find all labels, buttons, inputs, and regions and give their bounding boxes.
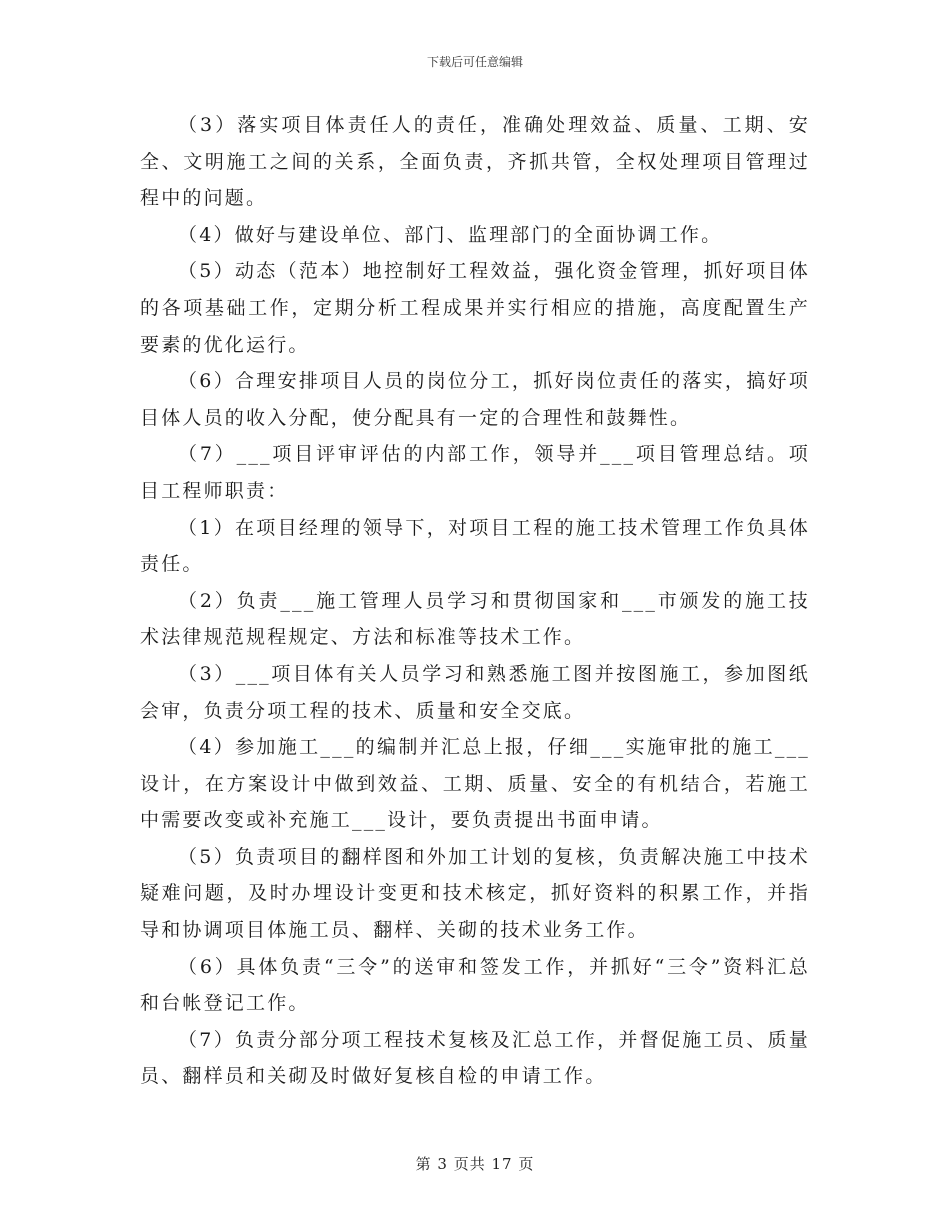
paragraph-6: （1）在项目经理的领导下，对项目工程的施工技术管理工作负具体责任。 bbox=[140, 516, 810, 576]
paragraph-1: （3）落实项目体责任人的责任，准确处理效益、质量、工期、安全、文明施工之间的关系，全面负责，齐抓共管，全权处理项目管理过程中的问题。 bbox=[140, 114, 810, 210]
paragraph-11: （6）具体负责“三令”的送审和签发工作，并抓好“三令”资料汇总和台帐登记工作。 bbox=[140, 955, 810, 1015]
document-body bbox=[140, 107, 810, 1095]
paragraph-10: （5）负责项目的翻样图和外加工计划的复核，负责解决施工中技术疑难问题，及时办埋设计变更和技术核定，抓好资料的积累工作，并指导和协调项目体施工员、翻样、关砌的技术业务工作。 bbox=[140, 845, 810, 942]
paragraph-12: （7）负责分部分项工程技术复核及汇总工作，并督促施工员、质量员、翻样员和关砌及时做好复核自检的申请工作。 bbox=[140, 1028, 810, 1088]
paragraph-9: （4）参加施工___的编制并汇总上报，仔细___实施审批的施工___设计，在方案设计中做到效益、工期、质量、安全的有机结合，若施工中需要改变或补充施工___设计，要负责提出书面申请。 bbox=[140, 736, 810, 832]
paragraph-8: （3）___项目体有关人员学习和熟悉施工图并按图施工，参加图纸会审，负责分项工程的技术、质量和安全交底。 bbox=[140, 662, 810, 722]
paragraph-4: （6）合理安排项目人员的岗位分工，抓好岗位责任的落实，搞好项目体人员的收入分配，使分配具有一定的合理性和鼓舞性。 bbox=[140, 370, 810, 429]
paragraph-3: （5）动态（范本）地控制好工程效益，强化资金管理，抓好项目体的各项基础工作，定期分析工程成果并实行相应的措施，高度配置生产要素的优化运行。 bbox=[140, 260, 810, 356]
paragraph-2: （4）做好与建设单位、部门、监理部门的全面协调工作。 bbox=[178, 223, 723, 246]
page-footer: 第 3 页共 17 页 bbox=[415, 1155, 535, 1173]
paragraph-7: （2）负责___施工管理人员学习和贯彻国家和___市颁发的施工技术法律规范规程规定、方法和标准等技术工作。 bbox=[140, 589, 810, 649]
page-header: 下载后可任意编辑 bbox=[426, 55, 523, 69]
paragraph-5: （7）___项目评审评估的内部工作，领导并___项目管理总结。项目工程师职责： bbox=[140, 443, 810, 502]
